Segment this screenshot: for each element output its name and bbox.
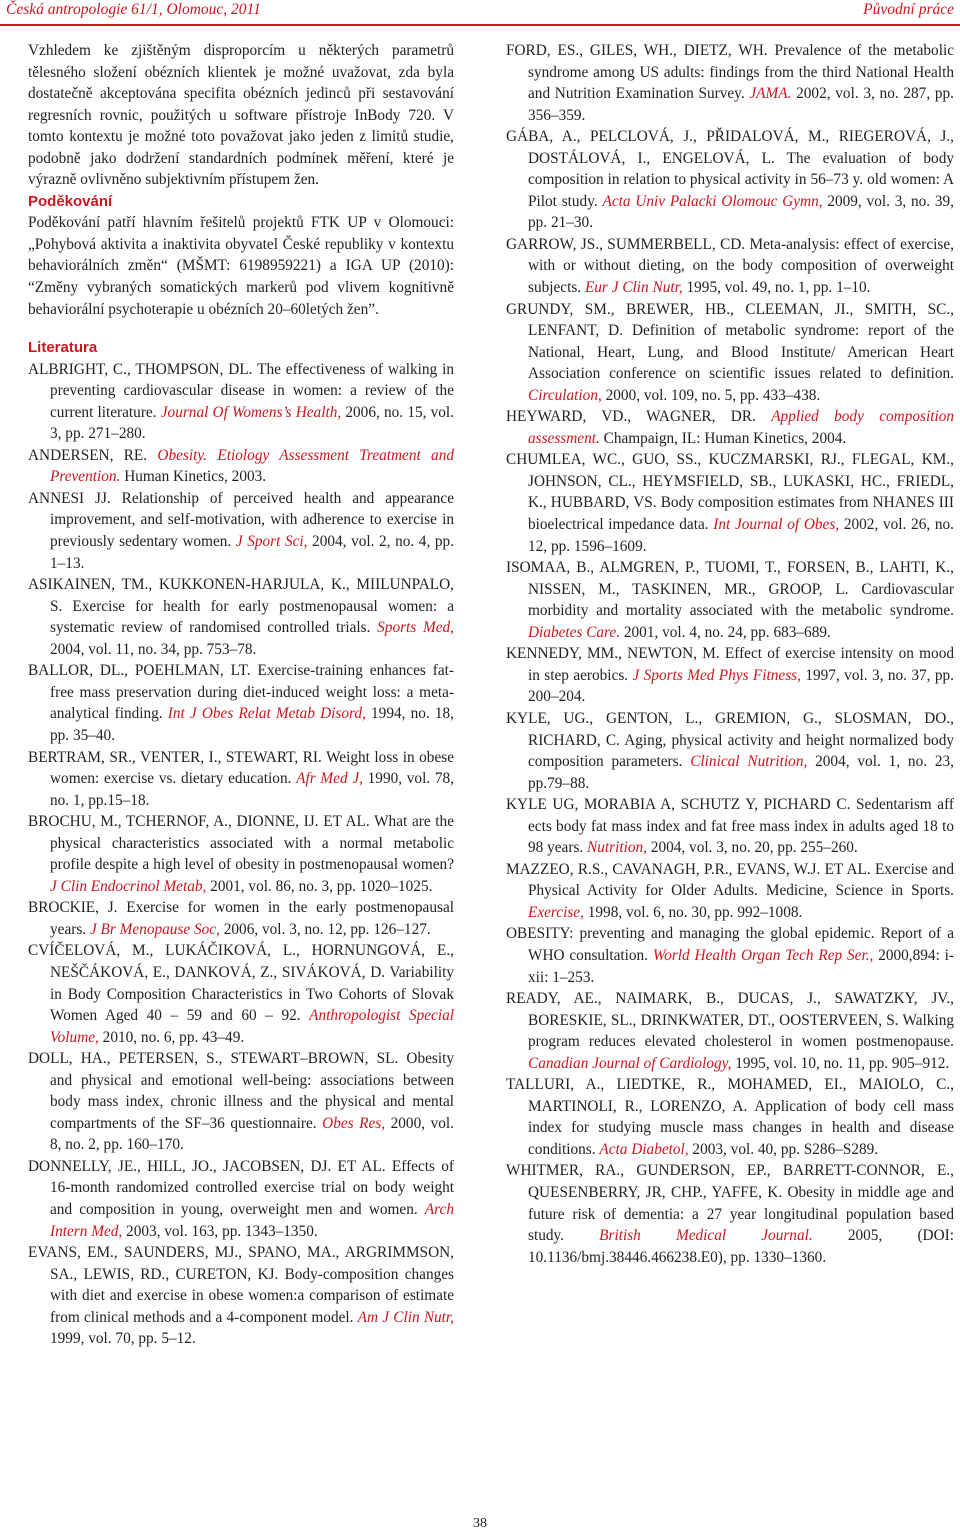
reference-text: TALLURI, A., LIEDTKE, R., MOHAMED, EI., MAIOLO, C., MARTINOLI, R., LORENZO, A. Application of body cell mass index for studying muscle mass changes in health and disease conditions.: [506, 1076, 954, 1158]
reference-item: [28, 1242, 454, 1350]
reference-item: [28, 660, 454, 746]
reference-text: BROCHU, M., TCHERNOF, A., DIONNE, IJ. ET AL. What are the physical characteristics associated with a normal metabolic profile despite a high level of obesity in postmenopausal women?: [28, 813, 454, 874]
reference-list-right: [506, 40, 954, 1268]
reference-details: 2010, no. 6, pp. 43–49.: [98, 1028, 245, 1046]
reference-item: [28, 747, 454, 812]
reference-item: [28, 897, 454, 940]
reference-details: 2004, vol. 11, no. 34, pp. 753–78.: [50, 640, 257, 658]
reference-source: British Medical Journal.: [599, 1227, 813, 1245]
reference-item: [28, 940, 454, 1048]
reference-text: KYLE, UG., GENTON, L., GREMION, G., SLOSMAN, DO., RICHARD, C. Aging, physical activity and height normalized body composition parameters.: [506, 709, 954, 771]
reference-details: 2004, vol. 2, no. 4, pp. 1–13.: [50, 533, 454, 572]
article-type: Původní práce: [863, 1, 954, 18]
reference-source: Afr Med J,: [296, 770, 363, 788]
reference-details: 2006, vol. 3, no. 12, pp. 126–127.: [219, 920, 431, 938]
reference-source: Journal Of Womens’s Health,: [160, 403, 342, 421]
acknowledgement-heading: Poděkování: [28, 192, 113, 210]
reference-text: DOLL, HA., PETERSEN, S., STEWART–BROWN, SL. Obesity and physical and emotional well-being: associations between body mass index, chronic illness and the physical and mental compartments of the SF–36 questionnaire.: [28, 1050, 454, 1132]
reference-source: Circulation,: [528, 386, 602, 404]
acknowledgement-text: Poděkování patří hlavním řešitelů projektů FTK UP v Olomouci: „Pohybová aktivita a inaktivita obyvatel České republiky v kontextu behaviorálních změn“ (MŠMT: 6198959221) a IGA UP (2010): “Změny vybraných somatických markerů pod vlivem kognitivně behaviorální psychoterapie u obézních 20–60letých žen”.: [28, 214, 454, 318]
reference-details: Champaign, IL: Human Kinetics, 2004.: [599, 429, 847, 447]
reference-text: FORD, ES., GILES, WH., DIETZ, WH. Prevalence of the metabolic syndrome among US adults: findings from the third National Health and Nutrition Examination Survey.: [506, 42, 954, 103]
reference-item: [28, 811, 454, 897]
reference-source: Am J Clin Nutr,: [357, 1308, 454, 1326]
reference-item: [506, 406, 954, 449]
reference-item: [28, 488, 454, 574]
reference-text: KENNEDY, MM., NEWTON, M. Effect of exercise intensity on mood in step aerobics.: [506, 645, 954, 684]
reference-source: JAMA.: [749, 85, 792, 103]
reference-text: BALLOR, DL., POEHLMAN, LT. Exercise-training enhances fat-free mass preservation during diet-induced weight loss: a meta-analytical finding.: [28, 662, 454, 723]
reference-text: WHITMER, RA., GUNDERSON, EP., BARRETT-CONNOR, E., QUESENBERRY, JR, CHP., YAFFE, K. Obesity in middle age and future risk of dementia: a 27 year longitudinal population based study.: [506, 1162, 954, 1245]
intro-paragraph: Vzhledem ke zjištěným disproporcím u některých parametrů tělesného složení obézních klientek je možné uvažovat, zda byla dostatečně akceptována specifita obézních jedinců při sestavování regresních rovnic, použitých u software přístroje InBody 720. V tomto kontextu je možné toto považovat jako jeden z limitů studie, podobně jako dodržení standardních podmínek měření, které je výrazně ovlivněno subjektivním přístupem žen.: [28, 42, 454, 189]
reference-item: [506, 40, 954, 126]
reference-details: 1999, vol. 70, pp. 5–12.: [50, 1330, 196, 1348]
reference-item: [28, 574, 454, 660]
reference-details: 1998, vol. 6, no. 30, pp. 992–1008.: [583, 903, 803, 921]
reference-item: [506, 708, 954, 794]
reference-text: ASIKAINEN, TM., KUKKONEN-HARJULA, K., MIILUNPALO, S. Exercise for health for early postmenopausal women: a systematic review of randomised controlled trials.: [28, 576, 454, 637]
reference-list-left: [28, 359, 454, 1350]
reference-details: 1997, vol. 3, no. 37, pp. 200–204.: [528, 666, 954, 706]
reference-item: [506, 643, 954, 708]
reference-source: Obes Res,: [322, 1114, 386, 1132]
reference-details: 1994, no. 18, pp. 35–40.: [50, 705, 454, 744]
reference-details: 2002, vol. 3, no. 287, pp. 356–359.: [528, 85, 954, 124]
reference-details: 2006, no. 15, vol. 3, pp. 271–280.: [50, 403, 455, 443]
reference-item: [506, 1160, 954, 1268]
reference-item: [506, 299, 954, 407]
reference-text: GÁBA, A., PELCLOVÁ, J., PŘIDALOVÁ, M., RIEGEROVÁ, J., DOSTÁLOVÁ, I., ENGELOVÁ, L. The evaluation of body composition in relation to physical activity in 56–73 y. old women: A Pilot study.: [506, 128, 954, 210]
journal-citation: Česká antropologie 61/1, Olomouc, 2011: [6, 1, 261, 18]
reference-item: [506, 794, 954, 859]
reference-item: [506, 126, 954, 234]
reference-details: 1995, vol. 49, no. 1, pp. 1–10.: [682, 279, 871, 297]
reference-item: [506, 859, 954, 924]
reference-item: [506, 988, 954, 1074]
reference-details: 2004, vol. 1, no. 23, pp.79–88.: [528, 753, 954, 792]
reference-details: 2009, vol. 3, no. 39, pp. 21–30.: [528, 192, 954, 232]
reference-source: Acta Univ Palacki Olomouc Gymn,: [602, 192, 823, 210]
reference-details: 2003, vol. 163, pp. 1343–1350.: [122, 1222, 318, 1240]
reference-details: 2001, vol. 4, no. 24, pp. 683–689.: [620, 623, 831, 641]
reference-source: Clinical Nutrition,: [690, 753, 808, 771]
reference-item: [506, 557, 954, 643]
reference-text: ANNESI JJ. Relationship of perceived health and appearance improvement, and self-motivation, with adherence to exercise in previously sedentary women.: [28, 489, 454, 551]
left-column: [28, 40, 454, 1350]
reference-source: Arch Intern Med,: [50, 1200, 454, 1240]
reference-source: Anthropologist Special Volume,: [50, 1007, 454, 1046]
reference-details: 1995, vol. 10, no. 11, pp. 905–912.: [731, 1054, 950, 1072]
reference-source: J Sports Med Phys Fitness,: [632, 666, 801, 684]
reference-text: KYLE UG, MORABIA A, SCHUTZ Y, PICHARD C. Sedentarism aff ects body fat mass index and fat free mass index in adults aged 18 to 98 years.: [506, 796, 954, 857]
reference-source: J Clin Endocrinol Metab,: [50, 877, 207, 895]
reference-source: Canadian Journal of Cardiology,: [528, 1054, 732, 1072]
reference-details: 2003, vol. 40, pp. S286–S289.: [688, 1140, 879, 1158]
reference-text: CVÍČELOVÁ, M., LUKÁČIKOVÁ, L., HORNUNGOVÁ, E., NEŠČÁKOVÁ, E., DANKOVÁ, Z., SIVÁKOVÁ, D. Variability in Body Composition Characteristics in Two Cohorts of Slovak Women Aged 40 – 59 and 60 – 92.: [28, 942, 454, 1025]
reference-source: Exercise,: [528, 903, 584, 921]
reference-source: J Br Menopause Soc,: [89, 920, 220, 938]
reference-text: OBESITY: preventing and managing the global epidemic. Report of a WHO consultation.: [506, 925, 954, 964]
reference-text: HEYWARD, VD., WAGNER, DR.: [506, 408, 772, 426]
reference-item: [506, 1074, 954, 1160]
reference-item: [28, 1156, 454, 1242]
reference-source: Acta Diabetol,: [599, 1140, 689, 1158]
reference-source: Int Journal of Obes,: [713, 516, 840, 534]
reference-text: CHUMLEA, WC., GUO, SS., KUCZMARSKI, RJ., FLEGAL, KM., JOHNSON, CL., HEYMSFIELD, SB., LUKASKI, HC., FRIEDL, K., HUBBARD, VS. Body composition estimates from NHANES III bioelectrical impedance data.: [506, 451, 954, 534]
reference-details: 2004, vol. 3, no. 20, pp. 255–260.: [646, 839, 858, 857]
reference-item: [506, 449, 954, 557]
reference-source: Sports Med,: [377, 619, 454, 637]
reference-text: BERTRAM, SR., VENTER, I., STEWART, RI. Weight loss in obese women: exercise vs. dietary education.: [28, 748, 454, 788]
reference-text: ANDERSEN, RE.: [28, 446, 158, 464]
reference-text: READY, AE., NAIMARK, B., DUCAS, J., SAWATZKY, JV., BORESKIE, SL., DRINKWATER, DT., OOSTERVEEN, S. Walking program reduces elevated cholesterol in women postmenopause.: [506, 990, 954, 1051]
reference-text: ISOMAA, B., ALMGREN, P., TUOMI, T., FORSEN, B., LAHTI, K., NISSEN, M., TASKINEN, MR., GROOP, L. Cardiovascular morbidity and mortality associated with the metabolic syndrome.: [506, 559, 954, 620]
reference-item: [506, 923, 954, 988]
reference-source: Obesity. Etiology Assessment Treatment and Prevention.: [50, 446, 454, 486]
reference-details: 2005, (DOI: 10.1136/bmj.38446.466238.E0), pp. 1330–1360.: [528, 1227, 954, 1266]
reference-source: Applied body composition assessment.: [528, 408, 954, 447]
reference-source: Diabetes Care.: [528, 623, 621, 641]
reference-details: 2000,894: i-xii: 1–253.: [528, 946, 955, 986]
reference-text: EVANS, EM., SAUNDERS, MJ., SPANO, MA., ARGRIMMSON, SA., LEWIS, RD., CURETON, KJ. Body-composition changes with diet and exercise in obese women:a comparison of estimate from clinical methods and a 4-component model.: [28, 1244, 454, 1326]
reference-details: 2000, vol. 109, no. 5, pp. 433–438.: [601, 386, 821, 404]
reference-details: 2000, vol. 8, no. 2, pp. 160–170.: [50, 1114, 454, 1154]
reference-details: 1990, vol. 78, no. 1, pp.15–18.: [50, 770, 454, 809]
reference-item: [506, 234, 954, 299]
reference-source: J Sport Sci,: [235, 533, 308, 551]
reference-text: MAZZEO, R.S., CAVANAGH, P.R., EVANS, W.J. ET AL. Exercise and Physical Activity for Older Adults. Medicine, Science in Sports.: [506, 860, 954, 900]
reference-item: [28, 1048, 454, 1156]
running-header: [0, 0, 960, 26]
reference-source: Nutrition,: [587, 839, 647, 857]
right-column: [506, 40, 954, 1268]
reference-item: [28, 359, 454, 445]
reference-source: Int J Obes Relat Metab Disord,: [167, 705, 366, 723]
reference-details: Human Kinetics, 2003.: [120, 468, 267, 486]
reference-item: [28, 445, 454, 488]
reference-text: DONNELLY, JE., HILL, JO., JACOBSEN, DJ. ET AL. Effects of 16-month randomized controlled exercise trial on body weight and composition in young, overweight men and women.: [28, 1157, 454, 1218]
literature-heading: Literatura: [28, 339, 98, 357]
reference-text: ALBRIGHT, C., THOMPSON, DL. The effectiveness of walking in preventing cardiovascular disease in women: a review of the current literature.: [28, 360, 454, 421]
page-number: 38: [473, 1516, 487, 1531]
reference-text: BROCKIE, J. Exercise for women in the early postmenopausal years.: [28, 899, 454, 938]
reference-source: World Health Organ Tech Rep Ser.,: [652, 946, 874, 964]
reference-source: Eur J Clin Nutr,: [584, 279, 683, 297]
reference-text: GRUNDY, SM., BREWER, HB., CLEEMAN, JI., SMITH, SC., LENFANT, D. Definition of metabolic syndrome: report of the National, Heart, Lung, and Blood Institute/ American Heart Association conference on scientific issues related to definition.: [506, 300, 954, 383]
reference-details: 2001, vol. 86, no. 3, pp. 1020–1025.: [206, 877, 433, 895]
reference-text: GARROW, JS., SUMMERBELL, CD. Meta-analysis: effect of exercise, with or without dieting, on the body composition of overweight subjects.: [506, 235, 954, 297]
reference-details: 2002, vol. 26, no. 12, pp. 1596–1609.: [528, 516, 954, 555]
